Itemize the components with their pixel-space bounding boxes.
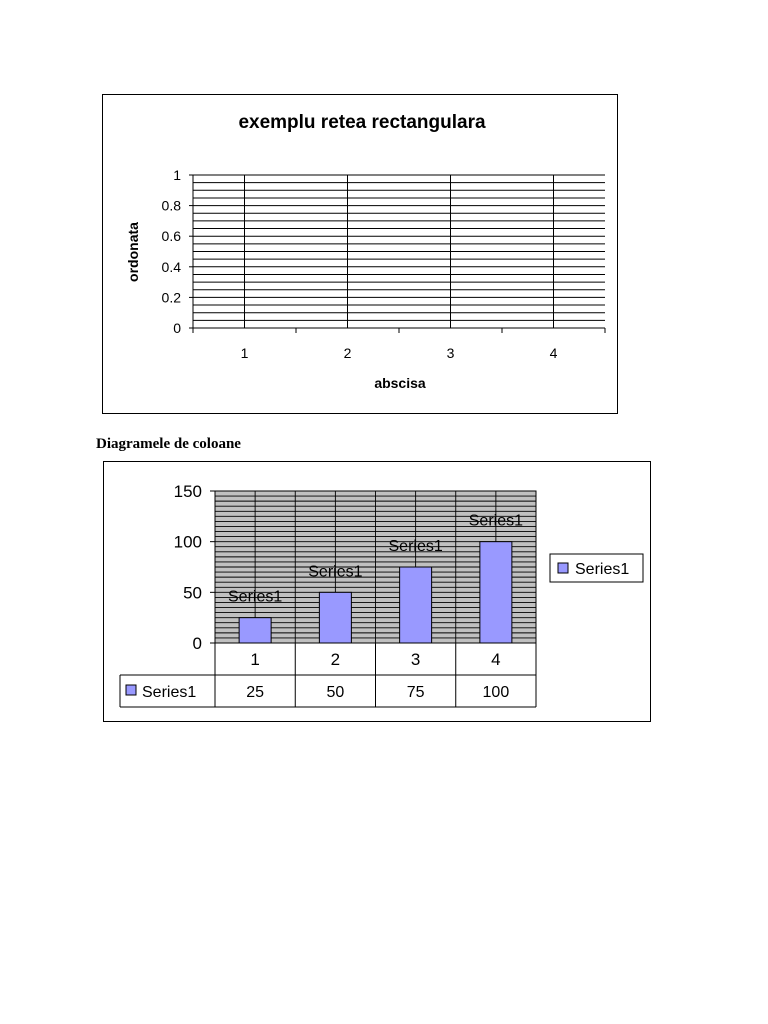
bar [319,592,351,643]
table-value: 25 [246,684,265,701]
table-legend-key [126,685,136,695]
x-tick-label: 3 [446,345,455,361]
y-tick-label: 0.8 [161,197,181,214]
x-tick-label: 4 [549,345,558,361]
legend-key [558,563,568,573]
y-tick-labels [162,167,182,336]
grid-chart [102,94,618,414]
y-axis-label: ordonata [125,222,141,282]
data-table [120,643,536,707]
bar [400,567,432,643]
bar [239,618,271,643]
x-tick-labels [241,345,558,361]
x-tick-label: 3 [410,650,421,669]
column-chart [103,461,651,722]
y-tick-labels [174,482,215,653]
chart-title: exemplu retea rectangulara [238,112,486,133]
grid-lines [193,175,605,328]
data-label: Series1 [308,563,363,581]
y-tick-label: 50 [183,583,202,603]
table-value: 75 [406,684,425,701]
x-tick-label: 2 [330,650,341,669]
x-tick-label: 4 [491,650,501,669]
table-value: 100 [482,684,510,701]
axes [189,175,605,333]
y-tick-label: 150 [173,482,202,501]
y-tick-label: 0 [192,634,202,653]
y-tick-label: 1 [173,167,181,183]
table-series-name: Series1 [142,684,197,701]
data-label: Series1 [228,588,283,606]
grid-chart-svg [103,95,617,413]
y-tick-label: 0 [173,320,181,336]
legend-label: Series1 [575,561,630,578]
table-value: 50 [326,684,345,701]
y-tick-label: 100 [173,532,202,552]
y-tick-label: 0.4 [161,258,181,275]
data-label: Series1 [388,538,443,555]
x-tick-label: 1 [250,650,260,669]
y-tick-label: 0.2 [161,289,181,306]
x-tick-label: 2 [343,345,352,361]
bar [480,542,512,643]
x-tick-label: 1 [240,345,249,361]
section-heading: Diagramele de coloane [96,436,241,452]
y-tick-label: 0.6 [161,228,181,245]
data-label: Series1 [468,512,523,530]
x-axis-label: abscisa [374,375,426,391]
column-chart-svg [104,462,650,721]
legend [550,554,643,582]
